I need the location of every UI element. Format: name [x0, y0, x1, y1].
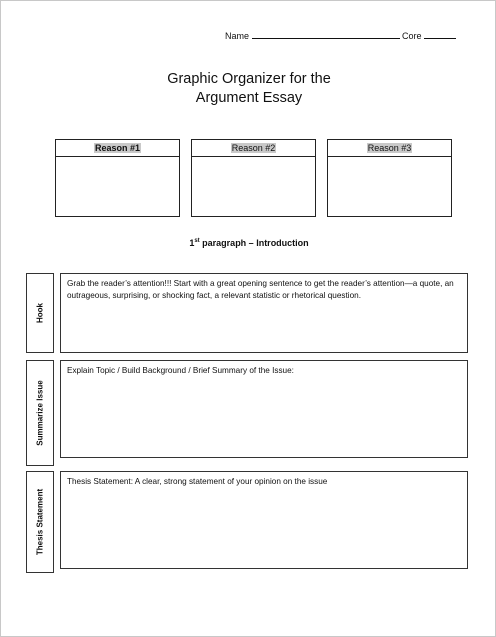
intro-number: 1 — [189, 238, 195, 248]
hook-side-label-box — [26, 273, 54, 353]
reason-header-3 — [328, 140, 451, 157]
reason-label-3: Reason #3 — [367, 143, 412, 153]
reason-label-2: Reason #2 — [231, 143, 276, 153]
core-blank[interactable] — [424, 30, 456, 39]
hook-prompt: Grab the reader’s attention!!! Start with a great opening sentence to get the reader’s attention—a quote, an outrageous, surprising, or shocking fact, a relevant statistic or rhetorical question. — [67, 279, 454, 300]
summarize-prompt: Explain Topic / Build Background / Brief Summary of the Issue: — [67, 366, 294, 375]
title-line-2: Argument Essay — [195, 90, 303, 106]
name-core-line — [225, 30, 456, 41]
summarize-side-label-box — [26, 360, 54, 466]
core-label: Core — [402, 31, 422, 41]
thesis-content-box[interactable] — [60, 471, 468, 569]
name-blank[interactable] — [252, 30, 400, 39]
thesis-side-label-box — [26, 471, 54, 573]
hook-side-label: Hook — [35, 303, 45, 323]
intro-heading — [1, 238, 496, 248]
thesis-side-label: Thesis Statement — [35, 488, 45, 556]
summarize-content-box[interactable] — [60, 360, 468, 458]
intro-rest: paragraph – Introduction — [199, 238, 309, 248]
hook-content-box[interactable] — [60, 273, 468, 353]
reason-box-2[interactable] — [191, 139, 316, 217]
thesis-prompt: Thesis Statement: A clear, strong statement of your opinion on the issue — [67, 477, 328, 486]
reason-box-3[interactable] — [327, 139, 452, 217]
title-line-1: Graphic Organizer for the — [167, 71, 331, 87]
page-title — [1, 70, 496, 108]
reason-label-1: Reason #1 — [94, 143, 141, 153]
reason-box-1[interactable] — [55, 139, 180, 217]
intro-suffix: st — [194, 238, 200, 244]
summarize-side-label: Summarize Issue — [35, 380, 45, 446]
reason-header-1 — [56, 140, 179, 157]
name-label: Name — [225, 31, 250, 41]
reason-header-2 — [192, 140, 315, 157]
